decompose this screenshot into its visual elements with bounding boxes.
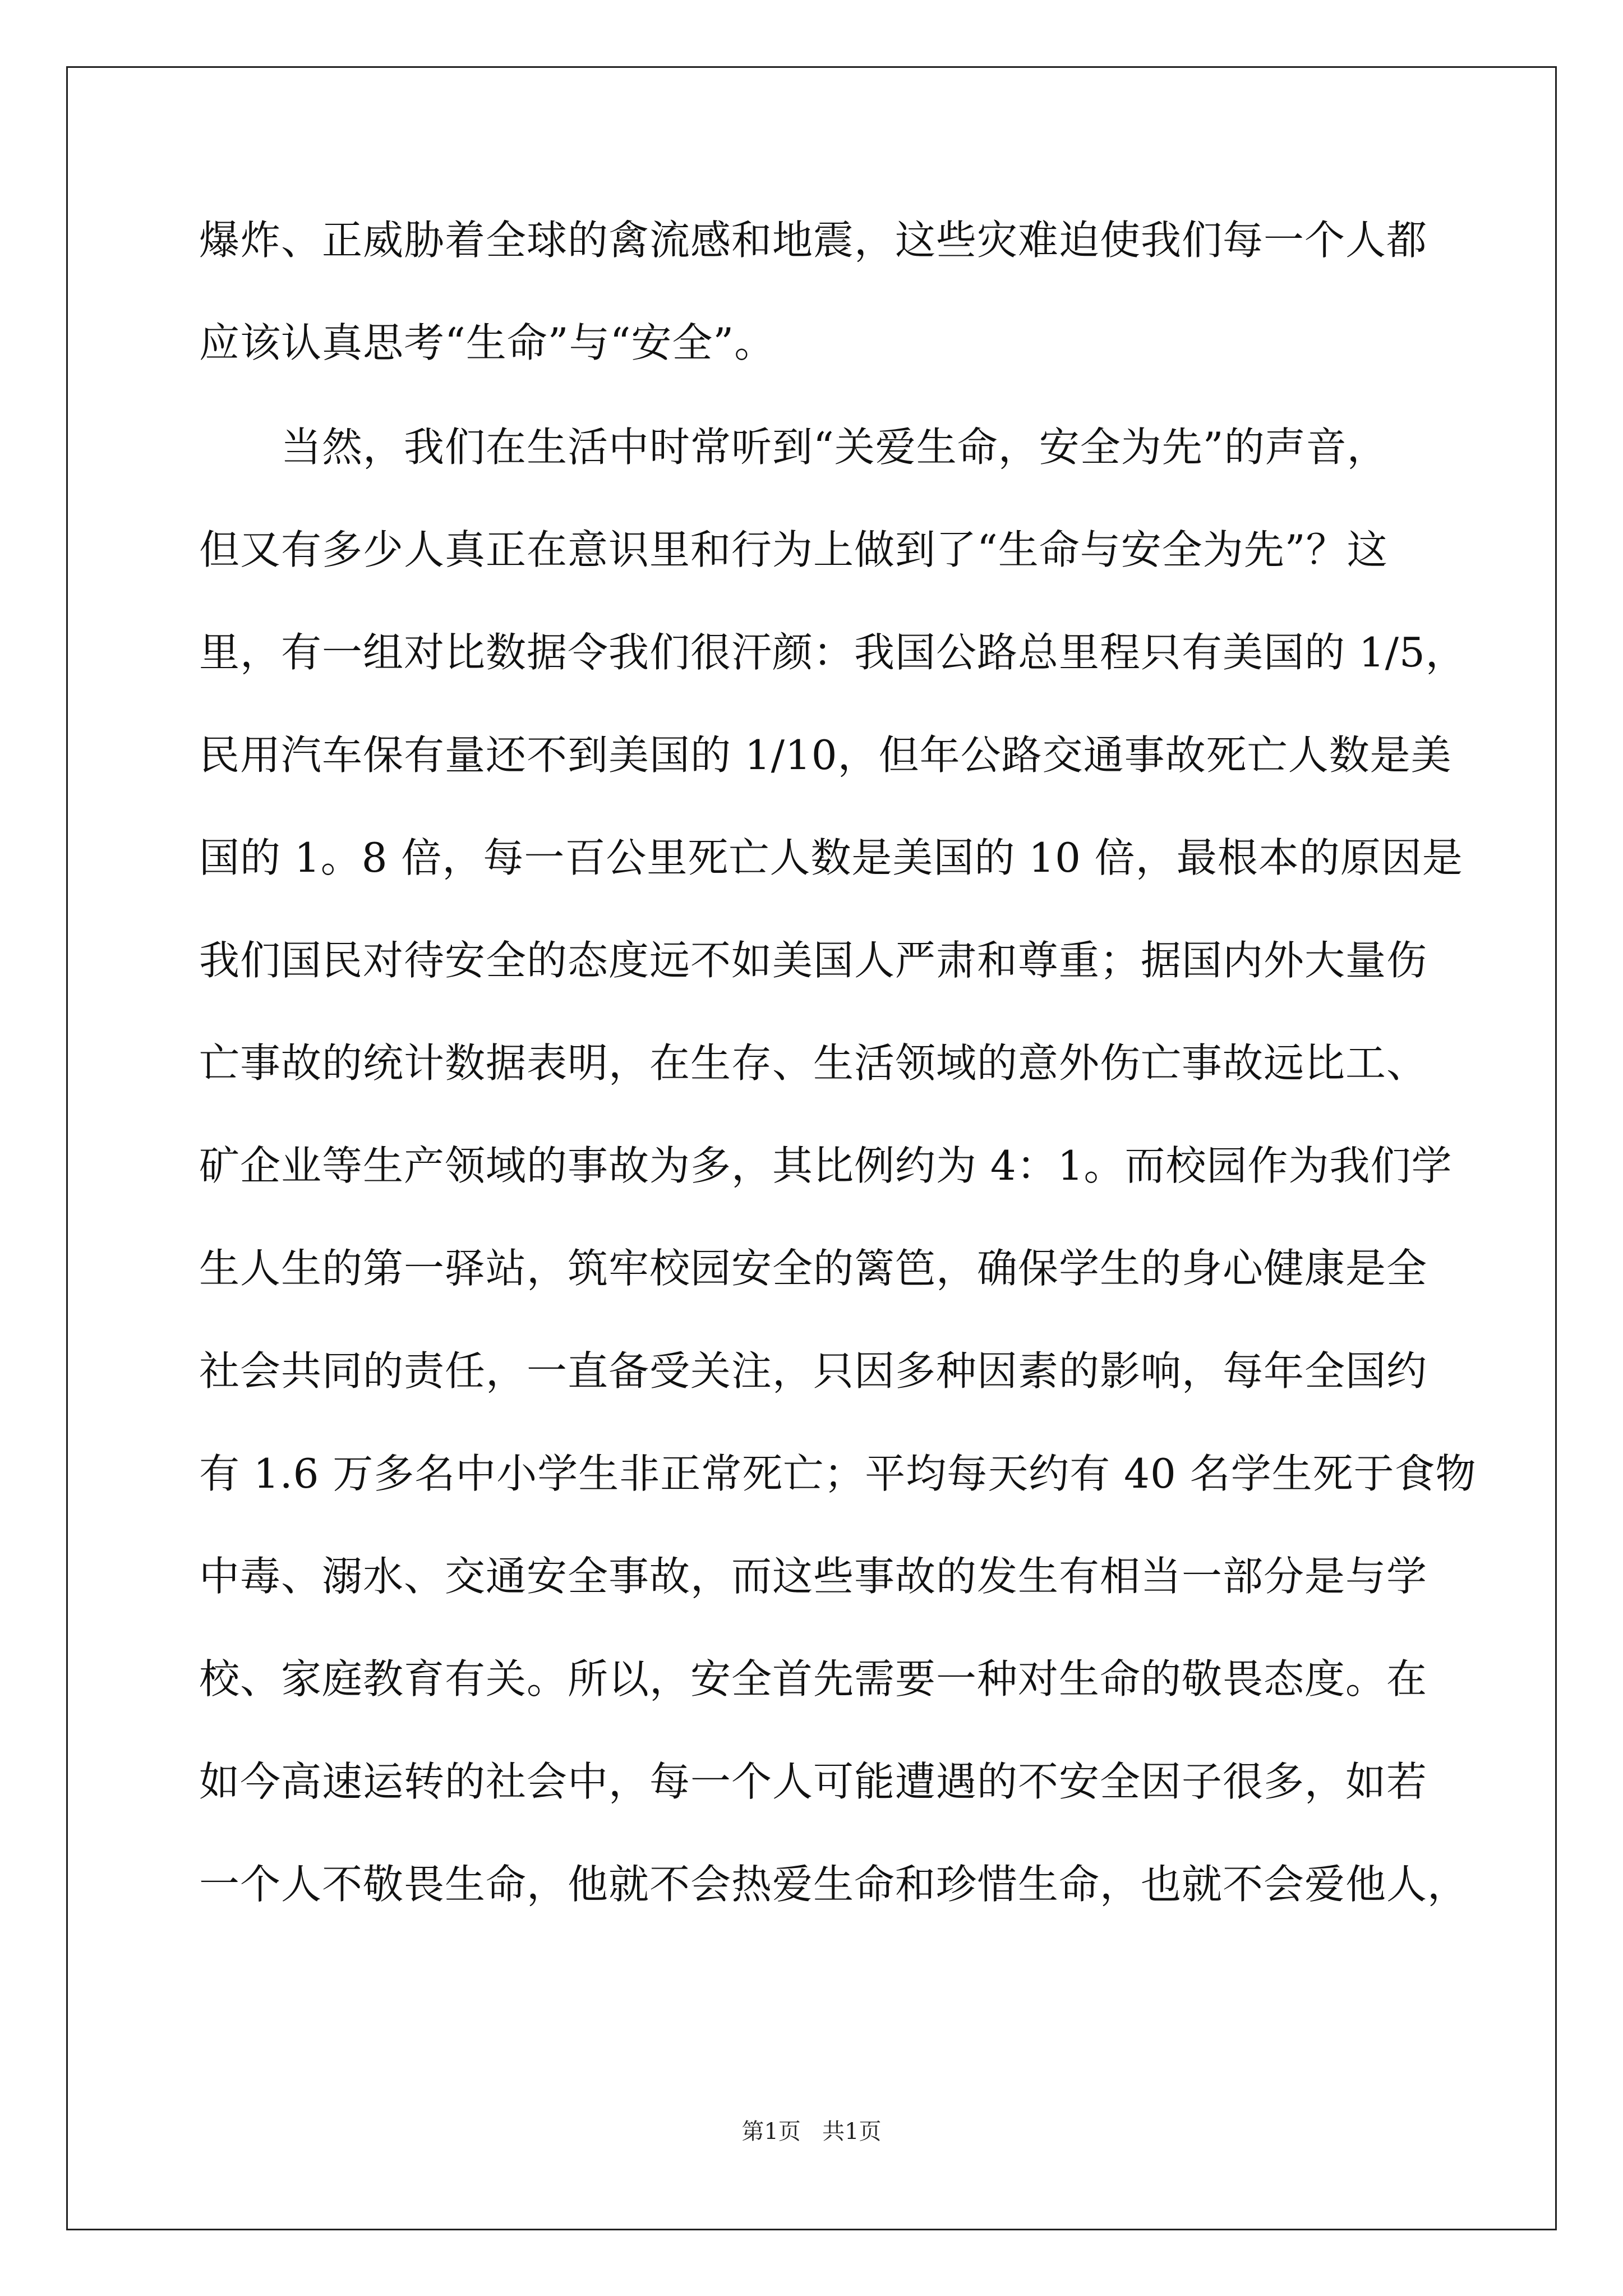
text-line-12: 社会共同的责任，一直备受关注，只因多种因素的影响，每年全国约 — [199, 1347, 1428, 1395]
page-total: 共1页 — [822, 2119, 882, 2145]
text-line-6: 民用汽车保有量还不到美国的 1/10，但年公路交通事故死亡人数是美 — [199, 731, 1452, 779]
page-number: 第1页 — [741, 2119, 801, 2145]
text-line-16: 如今高速运转的社会中，每一个人可能遭遇的不安全因子很多，如若 — [199, 1758, 1428, 1805]
text-line-7: 国的 1。8 倍，每一百公里死亡人数是美国的 10 倍，最根本的原因是 — [199, 834, 1463, 881]
text-line-3 paragraph-indent: 当然，我们在生活中时常听到“关爱生命，安全为先”的声音， — [281, 424, 1388, 471]
text-line-1: 爆炸、正威胁着全球的禽流感和地震，这些灾难迫使我们每一个人都 — [199, 217, 1428, 264]
text-line-4: 但又有多少人真正在意识里和行为上做到了“生命与安全为先”？这 — [199, 526, 1388, 573]
text-line-5: 里，有一组对比数据令我们很汗颜：我国公路总里程只有美国的 1/5， — [199, 629, 1467, 676]
text-line-17: 一个人不敬畏生命，他就不会热爱生命和珍惜生命，也就不会爱他人， — [199, 1861, 1469, 1908]
text-line-11: 生人生的第一驿站，筑牢校园安全的篱笆，确保学生的身心健康是全 — [199, 1245, 1428, 1292]
text-line-9: 亡事故的统计数据表明，在生存、生活领域的意外伤亡事故远比工、 — [199, 1039, 1428, 1087]
text-line-15: 校、家庭教育有关。所以，安全首先需要一种对生命的敬畏态度。在 — [199, 1655, 1428, 1703]
text-line-2: 应该认真思考“生命”与“安全”。 — [199, 319, 776, 366]
text-line-13: 有 1.6 万多名中小学生非正常死亡；平均每天约有 40 名学生死于食物 — [199, 1450, 1477, 1497]
text-line-14: 中毒、溺水、交通安全事故，而这些事故的发生有相当一部分是与学 — [199, 1553, 1428, 1600]
page-footer — [0, 2115, 1623, 2148]
text-line-8: 我们国民对待安全的态度远不如美国人严肃和尊重；据国内外大量伤 — [199, 937, 1428, 984]
text-line-10: 矿企业等生产领域的事故为多，其比例约为 4：1。而校园作为我们学 — [199, 1142, 1453, 1189]
